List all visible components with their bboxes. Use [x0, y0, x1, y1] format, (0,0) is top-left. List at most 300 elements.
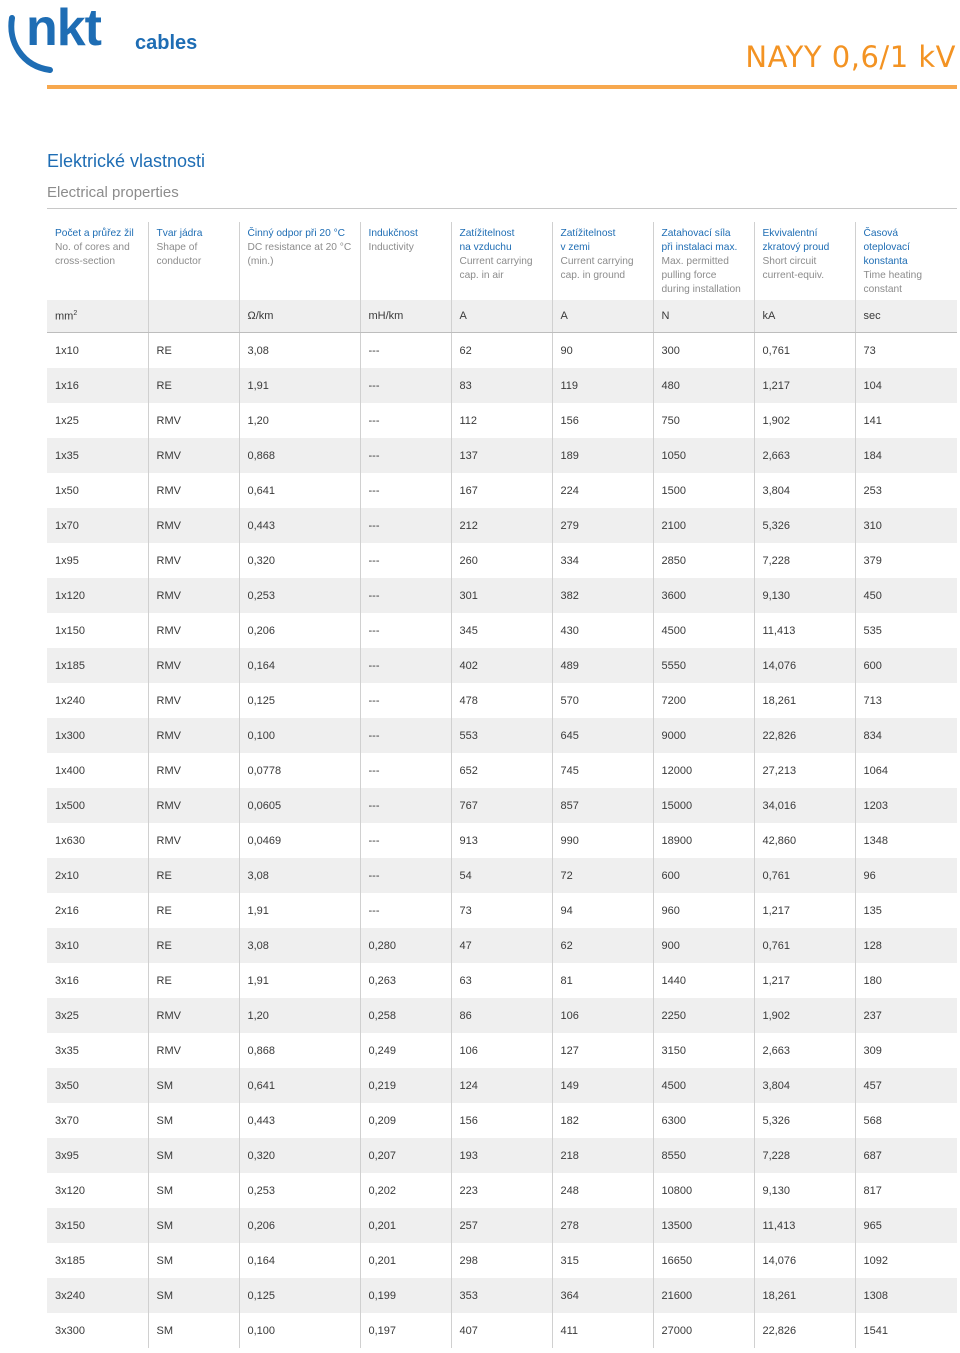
table-cell: 0,197	[360, 1313, 451, 1348]
table-cell: 184	[855, 438, 957, 473]
table-cell: 248	[552, 1173, 653, 1208]
table-cell: 3x25	[47, 998, 148, 1033]
table-cell: RMV	[148, 473, 239, 508]
table-cell: 119	[552, 368, 653, 403]
table-cell: RMV	[148, 1033, 239, 1068]
table-cell: 480	[653, 368, 754, 403]
table-cell: 315	[552, 1243, 653, 1278]
table-cell: 600	[653, 858, 754, 893]
table-cell: 5,326	[754, 1103, 855, 1138]
table-cell: ---	[360, 403, 451, 438]
table-cell: 224	[552, 473, 653, 508]
column-header-en-line: cap. in air	[459, 270, 504, 281]
table-cell: 3x120	[47, 1173, 148, 1208]
table-cell: 223	[451, 1173, 552, 1208]
table-cell: 402	[451, 648, 552, 683]
table-cell: ---	[360, 823, 451, 858]
table-cell: 3x50	[47, 1068, 148, 1103]
table-cell: 713	[855, 683, 957, 718]
document-title: NAYY 0,6/1 kV	[745, 40, 956, 74]
table-cell: RE	[148, 928, 239, 963]
logo-suffix: cables	[135, 32, 198, 54]
table-cell: 1,91	[239, 893, 360, 928]
column-header-en-line: pulling force	[661, 270, 717, 281]
table-row	[47, 648, 957, 683]
table-cell: 0,263	[360, 963, 451, 998]
table-cell: 1x500	[47, 788, 148, 823]
unit-cell: kA	[754, 300, 855, 333]
column-header-cz-line: zkratový proud	[762, 242, 830, 253]
table-cell: 14,076	[754, 648, 855, 683]
table-cell: 0,201	[360, 1208, 451, 1243]
table-cell: 0,0605	[239, 788, 360, 823]
column-header-en-line: No. of cores and	[55, 242, 130, 253]
table-cell: 83	[451, 368, 552, 403]
table-cell: 0,209	[360, 1103, 451, 1138]
table-cell: 0,443	[239, 508, 360, 543]
table-cell: 553	[451, 718, 552, 753]
table-cell: 128	[855, 928, 957, 963]
table-cell: 568	[855, 1103, 957, 1138]
table-cell: 0,868	[239, 438, 360, 473]
column-header-en-line: current-equiv.	[762, 270, 825, 281]
table-cell: 193	[451, 1138, 552, 1173]
table-cell: 156	[451, 1103, 552, 1138]
table-cell: 3,08	[239, 333, 360, 369]
table-cell: 0,125	[239, 683, 360, 718]
table-cell: 8550	[653, 1138, 754, 1173]
table-cell: 260	[451, 543, 552, 578]
table-row	[47, 473, 957, 508]
table-cell: ---	[360, 473, 451, 508]
brand-logo	[8, 0, 208, 76]
table-cell: SM	[148, 1103, 239, 1138]
table-cell: RMV	[148, 823, 239, 858]
table-cell: 353	[451, 1278, 552, 1313]
table-cell: 3x10	[47, 928, 148, 963]
table-cell: 1x95	[47, 543, 148, 578]
table-cell: 7,228	[754, 543, 855, 578]
unit-cell: N	[653, 300, 754, 333]
table-cell: 94	[552, 893, 653, 928]
table-cell: RMV	[148, 403, 239, 438]
table-cell: 1050	[653, 438, 754, 473]
table-cell: 18,261	[754, 683, 855, 718]
column-header-cz-line: Zatížitelnost	[459, 228, 515, 239]
table-cell: 156	[552, 403, 653, 438]
table-cell: 96	[855, 858, 957, 893]
table-cell: 1,20	[239, 403, 360, 438]
section-divider	[47, 208, 957, 209]
table-row	[47, 1103, 957, 1138]
table-cell: RE	[148, 963, 239, 998]
table-cell: 253	[855, 473, 957, 508]
table-cell: 1,902	[754, 403, 855, 438]
table-cell: 72	[552, 858, 653, 893]
table-cell: 1x185	[47, 648, 148, 683]
column-header	[148, 222, 239, 300]
column-header-en-line: during installation	[661, 284, 741, 295]
table-cell: 0,207	[360, 1138, 451, 1173]
table-cell: SM	[148, 1208, 239, 1243]
column-header	[552, 222, 653, 300]
table-cell: 1308	[855, 1278, 957, 1313]
table-cell: 7,228	[754, 1138, 855, 1173]
column-header	[239, 222, 360, 300]
table-cell: 279	[552, 508, 653, 543]
column-header-en-line: constant	[863, 284, 903, 295]
table-cell: 0,100	[239, 1313, 360, 1348]
table-row	[47, 613, 957, 648]
table-cell: 0,206	[239, 613, 360, 648]
unit-cell	[148, 300, 239, 333]
table-row	[47, 788, 957, 823]
table-cell: SM	[148, 1313, 239, 1348]
table-cell: 135	[855, 893, 957, 928]
header-divider	[47, 85, 957, 89]
column-header-en-line: Max. permitted	[661, 256, 729, 267]
column-header-en-line: Current carrying	[459, 256, 533, 267]
table-cell: RE	[148, 368, 239, 403]
table-cell: 182	[552, 1103, 653, 1138]
table-cell: 3,08	[239, 928, 360, 963]
table-cell: RMV	[148, 998, 239, 1033]
column-header-cz-line: Zatahovací síla	[661, 228, 731, 239]
table-cell: 212	[451, 508, 552, 543]
table-row	[47, 1208, 957, 1243]
table-row	[47, 333, 957, 369]
table-cell: SM	[148, 1173, 239, 1208]
table-cell: 11,413	[754, 613, 855, 648]
table-cell: 237	[855, 998, 957, 1033]
table-row	[47, 928, 957, 963]
table-cell: 27000	[653, 1313, 754, 1348]
table-cell: 2x16	[47, 893, 148, 928]
table-row	[47, 1173, 957, 1208]
table-cell: 18,261	[754, 1278, 855, 1313]
table-cell: 3x185	[47, 1243, 148, 1278]
table-cell: 4500	[653, 1068, 754, 1103]
table-cell: 430	[552, 613, 653, 648]
table-cell: 1x10	[47, 333, 148, 369]
table-cell: 16650	[653, 1243, 754, 1278]
table-cell: 137	[451, 438, 552, 473]
table-cell: 411	[552, 1313, 653, 1348]
table-cell: RMV	[148, 753, 239, 788]
table-cell: 1541	[855, 1313, 957, 1348]
table-cell: 42,860	[754, 823, 855, 858]
table-cell: 301	[451, 578, 552, 613]
table-cell: 3150	[653, 1033, 754, 1068]
table-row	[47, 893, 957, 928]
table-row	[47, 403, 957, 438]
table-cell: 1x300	[47, 718, 148, 753]
table-cell: 7200	[653, 683, 754, 718]
table-cell: 21600	[653, 1278, 754, 1313]
table-cell: 450	[855, 578, 957, 613]
table-cell: 0,320	[239, 543, 360, 578]
table-cell: RMV	[148, 543, 239, 578]
table-cell: RMV	[148, 578, 239, 613]
table-cell: ---	[360, 788, 451, 823]
table-cell: 22,826	[754, 718, 855, 753]
table-row	[47, 578, 957, 613]
table-cell: 0,641	[239, 473, 360, 508]
table-cell: 1,902	[754, 998, 855, 1033]
table-cell: 112	[451, 403, 552, 438]
table-cell: ---	[360, 613, 451, 648]
unit-cell	[47, 300, 148, 333]
table-cell: 124	[451, 1068, 552, 1103]
table-cell: SM	[148, 1138, 239, 1173]
table-cell: 3x240	[47, 1278, 148, 1313]
table-cell: 12000	[653, 753, 754, 788]
logo-wordmark: nkt	[26, 0, 101, 57]
column-header-en-line: Time heating	[863, 270, 923, 281]
table-cell: 298	[451, 1243, 552, 1278]
table-cell: 73	[855, 333, 957, 369]
column-header-cz-line: konstanta	[863, 256, 908, 267]
table-row	[47, 683, 957, 718]
table-cell: 2x10	[47, 858, 148, 893]
table-cell: 652	[451, 753, 552, 788]
table-cell: 3x95	[47, 1138, 148, 1173]
table-cell: 0,253	[239, 1173, 360, 1208]
column-header-en-line: cap. in ground	[560, 270, 626, 281]
table-cell: RMV	[148, 683, 239, 718]
table-cell: 86	[451, 998, 552, 1033]
column-header-cz-line: Indukčnost	[368, 228, 418, 239]
table-cell: 149	[552, 1068, 653, 1103]
table-cell: 18900	[653, 823, 754, 858]
table-cell: 9,130	[754, 1173, 855, 1208]
table-cell: ---	[360, 508, 451, 543]
table-cell: 3,804	[754, 1068, 855, 1103]
table-row	[47, 508, 957, 543]
table-cell: 15000	[653, 788, 754, 823]
table-cell: 1x35	[47, 438, 148, 473]
table-cell: 817	[855, 1173, 957, 1208]
table-cell: ---	[360, 368, 451, 403]
table-cell: 0,761	[754, 928, 855, 963]
table-cell: ---	[360, 753, 451, 788]
column-header-cz-line: na vzduchu	[459, 242, 512, 253]
table-cell: 600	[855, 648, 957, 683]
table-cell: 0,206	[239, 1208, 360, 1243]
table-cell: 3,08	[239, 858, 360, 893]
table-cell: 1x150	[47, 613, 148, 648]
table-cell: 1x16	[47, 368, 148, 403]
table-cell: 0,164	[239, 648, 360, 683]
table-cell: 750	[653, 403, 754, 438]
table-cell: 1203	[855, 788, 957, 823]
column-header-en-line: Inductivity	[368, 242, 414, 253]
table-cell: 0,253	[239, 578, 360, 613]
table-row	[47, 438, 957, 473]
table-cell: 0,641	[239, 1068, 360, 1103]
table-row	[47, 1033, 957, 1068]
column-header-en-line: DC resistance at 20 °C	[247, 242, 352, 253]
table-cell: 767	[451, 788, 552, 823]
table-cell: 180	[855, 963, 957, 998]
table-cell: 1x120	[47, 578, 148, 613]
table-cell: 1x50	[47, 473, 148, 508]
table-cell: 3x70	[47, 1103, 148, 1138]
table-cell: 2,663	[754, 438, 855, 473]
electrical-properties-table	[47, 222, 957, 1348]
table-header-row	[47, 222, 957, 300]
unit-cell: A	[451, 300, 552, 333]
table-cell: 1,20	[239, 998, 360, 1033]
table-cell: 379	[855, 543, 957, 578]
table-cell: 6300	[653, 1103, 754, 1138]
table-row	[47, 1313, 957, 1348]
column-header-cz-line: oteplovací	[863, 242, 910, 253]
table-cell: 0,202	[360, 1173, 451, 1208]
table-row	[47, 998, 957, 1033]
table-cell: 34,016	[754, 788, 855, 823]
unit-text: mm	[55, 310, 74, 323]
table-cell: 489	[552, 648, 653, 683]
table-cell: ---	[360, 718, 451, 753]
table-cell: 1,217	[754, 368, 855, 403]
table-cell: 1x400	[47, 753, 148, 788]
table-cell: RE	[148, 893, 239, 928]
table-cell: ---	[360, 438, 451, 473]
table-cell: 965	[855, 1208, 957, 1243]
table-cell: 22,826	[754, 1313, 855, 1348]
table-cell: ---	[360, 648, 451, 683]
table-cell: RMV	[148, 718, 239, 753]
table-cell: RMV	[148, 648, 239, 683]
table-cell: ---	[360, 333, 451, 369]
table-cell: ---	[360, 543, 451, 578]
table-cell: 1500	[653, 473, 754, 508]
table-cell: 10800	[653, 1173, 754, 1208]
table-cell: ---	[360, 893, 451, 928]
table-cell: 960	[653, 893, 754, 928]
table-cell: 1,217	[754, 963, 855, 998]
table-cell: ---	[360, 858, 451, 893]
table-cell: 0,201	[360, 1243, 451, 1278]
table-row	[47, 963, 957, 998]
table-cell: RMV	[148, 438, 239, 473]
column-header-cz-line: Časová	[863, 228, 899, 239]
table-cell: 1064	[855, 753, 957, 788]
table-cell: RMV	[148, 613, 239, 648]
table-cell: 0,258	[360, 998, 451, 1033]
table-cell: 3x35	[47, 1033, 148, 1068]
column-header-en-line: Current carrying	[560, 256, 634, 267]
table-cell: 0,0469	[239, 823, 360, 858]
table-cell: 1x25	[47, 403, 148, 438]
table-cell: 645	[552, 718, 653, 753]
column-header-cz-line: Činný odpor při 20 °C	[247, 228, 346, 239]
table-cell: SM	[148, 1243, 239, 1278]
table-cell: 900	[653, 928, 754, 963]
table-cell: 2,663	[754, 1033, 855, 1068]
table-row	[47, 1278, 957, 1313]
table-cell: 0,0778	[239, 753, 360, 788]
table-cell: 0,249	[360, 1033, 451, 1068]
table-cell: 257	[451, 1208, 552, 1243]
table-cell: 345	[451, 613, 552, 648]
table-cell: 364	[552, 1278, 653, 1313]
table-row	[47, 1243, 957, 1278]
column-header-cz-line: Zatížitelnost	[560, 228, 616, 239]
table-cell: 0,868	[239, 1033, 360, 1068]
column-header	[855, 222, 957, 300]
table-cell: 54	[451, 858, 552, 893]
unit-cell: sec	[855, 300, 957, 333]
table-cell: 14,076	[754, 1243, 855, 1278]
table-cell: 3x16	[47, 963, 148, 998]
column-header-en-line: conductor	[156, 256, 202, 267]
table-cell: 167	[451, 473, 552, 508]
section-title-cz: Elektrické vlastnosti	[47, 151, 206, 171]
table-cell: 1348	[855, 823, 957, 858]
table-cell: SM	[148, 1278, 239, 1313]
unit-cell: A	[552, 300, 653, 333]
table-cell: 278	[552, 1208, 653, 1243]
table-cell: 9,130	[754, 578, 855, 613]
table-cell: SM	[148, 1068, 239, 1103]
table-cell: 2250	[653, 998, 754, 1033]
table-cell: 3,804	[754, 473, 855, 508]
units-row	[47, 300, 957, 333]
table-cell: 334	[552, 543, 653, 578]
column-header-cz-line: při instalaci max.	[661, 242, 738, 253]
table-cell: 2850	[653, 543, 754, 578]
table-cell: 90	[552, 333, 653, 369]
table-cell: 104	[855, 368, 957, 403]
column-header-cz-line: Počet a průřez žil	[55, 228, 134, 239]
unit-cell: mH/km	[360, 300, 451, 333]
table-cell: 0,164	[239, 1243, 360, 1278]
table-cell: 218	[552, 1138, 653, 1173]
table-cell: 9000	[653, 718, 754, 753]
table-cell: 407	[451, 1313, 552, 1348]
table-cell: 1x240	[47, 683, 148, 718]
table-cell: 63	[451, 963, 552, 998]
table-row	[47, 368, 957, 403]
table-cell: 1440	[653, 963, 754, 998]
unit-superscript: 2	[73, 309, 78, 317]
table-cell: 11,413	[754, 1208, 855, 1243]
table-cell: 3x300	[47, 1313, 148, 1348]
table-cell: 687	[855, 1138, 957, 1173]
table-cell: 73	[451, 893, 552, 928]
table-cell: 0,320	[239, 1138, 360, 1173]
column-header-cz-line: Ekvivalentní	[762, 228, 818, 239]
table-cell: 62	[552, 928, 653, 963]
column-header	[451, 222, 552, 300]
table-cell: 3x150	[47, 1208, 148, 1243]
column-header	[360, 222, 451, 300]
table-cell: 310	[855, 508, 957, 543]
table-cell: 300	[653, 333, 754, 369]
table-cell: ---	[360, 578, 451, 613]
table-cell: 47	[451, 928, 552, 963]
table-cell: 834	[855, 718, 957, 753]
table-cell: RE	[148, 333, 239, 369]
table-cell: 382	[552, 578, 653, 613]
table-row	[47, 823, 957, 858]
table-cell: 1,91	[239, 368, 360, 403]
table-cell: 81	[552, 963, 653, 998]
table-cell: 570	[552, 683, 653, 718]
table-cell: 2100	[653, 508, 754, 543]
